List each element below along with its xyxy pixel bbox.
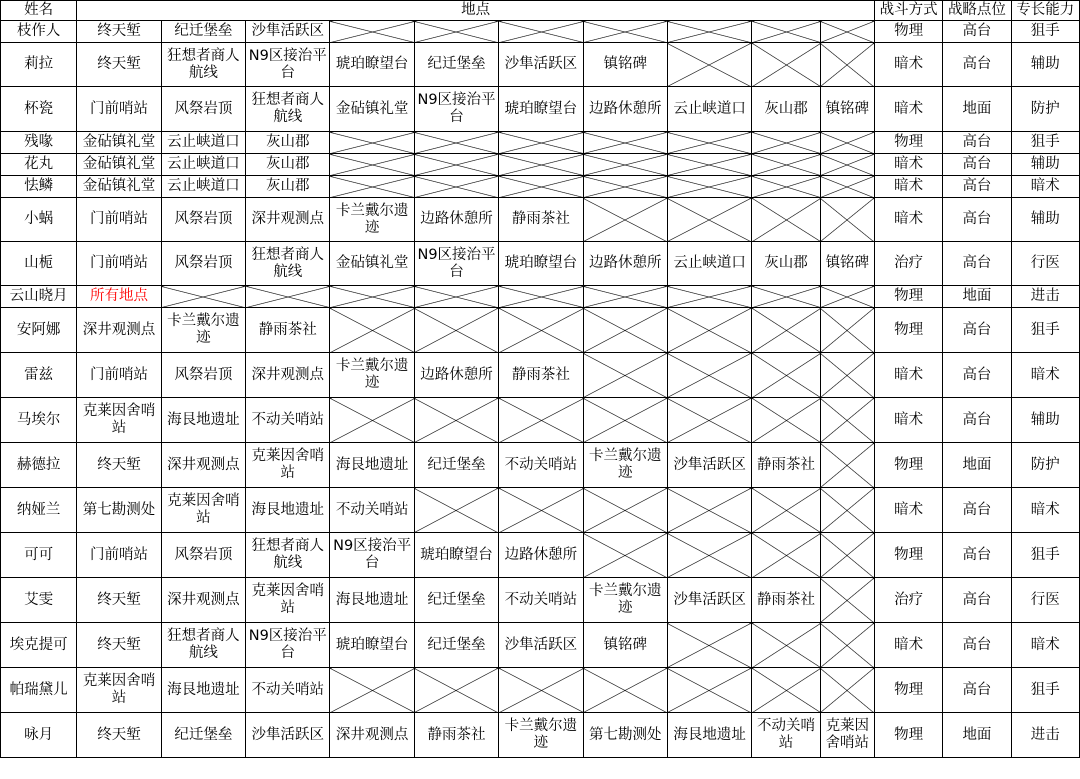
location-cell: 狂想者商人航线 — [246, 87, 330, 132]
strategic-position-cell: 高台 — [943, 154, 1011, 176]
location-cell: 琥珀瞭望台 — [330, 623, 414, 668]
empty-location-cell — [499, 398, 583, 443]
location-cell: 海艮地遗址 — [330, 578, 414, 623]
location-cell: 琥珀瞭望台 — [330, 43, 414, 87]
specialty-cell: 行医 — [1011, 578, 1079, 623]
empty-location-cell — [583, 353, 667, 398]
location-cell: 云止峡道口 — [161, 154, 245, 176]
location-cell: 金砧镇礼堂 — [330, 87, 414, 132]
empty-location-cell — [583, 668, 667, 713]
table-row — [1, 43, 1080, 87]
location-cell: 边路休憩所 — [583, 242, 667, 286]
empty-location-cell — [820, 154, 874, 176]
table-row — [1, 21, 1080, 43]
location-cell: 狂想者商人航线 — [161, 623, 245, 668]
table-row — [1, 578, 1080, 623]
empty-location-cell — [499, 668, 583, 713]
specialty-cell: 进击 — [1011, 286, 1079, 308]
location-cell: 沙隼活跃区 — [499, 623, 583, 668]
strategic-position-cell: 高台 — [943, 43, 1011, 87]
empty-location-cell — [667, 353, 751, 398]
header-locations: 地点 — [77, 1, 875, 21]
empty-location-cell — [820, 286, 874, 308]
location-cell: 门前哨站 — [77, 242, 161, 286]
empty-location-cell — [752, 43, 820, 87]
empty-location-cell — [752, 286, 820, 308]
specialty-cell: 狙手 — [1011, 132, 1079, 154]
empty-location-cell — [583, 154, 667, 176]
header-specialty: 专长能力 — [1011, 1, 1079, 21]
combat-style-cell: 物理 — [875, 132, 943, 154]
combat-style-cell: 治疗 — [875, 578, 943, 623]
location-cell: 云止峡道口 — [161, 176, 245, 198]
location-cell: 深井观测点 — [330, 713, 414, 758]
character-name: 马埃尔 — [1, 398, 77, 443]
empty-location-cell — [414, 488, 498, 533]
location-cell: 不动关哨站 — [499, 443, 583, 488]
location-cell: 卡兰戴尔遗迹 — [583, 443, 667, 488]
combat-style-cell: 暗术 — [875, 488, 943, 533]
strategic-position-cell: 高台 — [943, 308, 1011, 353]
specialty-cell: 进击 — [1011, 713, 1079, 758]
empty-location-cell — [752, 308, 820, 353]
character-name: 纳娅兰 — [1, 488, 77, 533]
combat-style-cell: 暗术 — [875, 154, 943, 176]
empty-location-cell — [667, 43, 751, 87]
location-cell: 纪迁堡垒 — [161, 21, 245, 43]
empty-location-cell — [752, 154, 820, 176]
header-strategic-position: 战略点位 — [943, 1, 1011, 21]
character-name: 残喙 — [1, 132, 77, 154]
empty-location-cell — [752, 21, 820, 43]
empty-location-cell — [330, 668, 414, 713]
empty-location-cell — [820, 21, 874, 43]
strategic-position-cell: 高台 — [943, 198, 1011, 242]
combat-style-cell: 暗术 — [875, 353, 943, 398]
location-cell: 不动关哨站 — [246, 668, 330, 713]
table-row — [1, 154, 1080, 176]
character-name: 小蜗 — [1, 198, 77, 242]
empty-location-cell — [583, 533, 667, 578]
location-cell: 风祭岩顶 — [161, 198, 245, 242]
location-cell: 第七勘测处 — [77, 488, 161, 533]
table-row — [1, 623, 1080, 668]
location-cell: 纪迁堡垒 — [161, 713, 245, 758]
empty-location-cell — [667, 132, 751, 154]
empty-location-cell — [820, 443, 874, 488]
empty-location-cell — [414, 176, 498, 198]
empty-location-cell — [583, 176, 667, 198]
location-cell: 终天堑 — [77, 21, 161, 43]
strategic-position-cell: 高台 — [943, 533, 1011, 578]
empty-location-cell — [499, 154, 583, 176]
empty-location-cell — [752, 533, 820, 578]
location-cell: 金砧镇礼堂 — [77, 132, 161, 154]
character-name: 赫德拉 — [1, 443, 77, 488]
empty-location-cell — [820, 353, 874, 398]
location-cell: 海艮地遗址 — [330, 443, 414, 488]
specialty-cell: 防护 — [1011, 87, 1079, 132]
location-cell: 纪迁堡垒 — [414, 578, 498, 623]
specialty-cell: 暗术 — [1011, 353, 1079, 398]
strategic-position-cell: 高台 — [943, 353, 1011, 398]
character-name: 山栀 — [1, 242, 77, 286]
empty-location-cell — [752, 132, 820, 154]
character-name: 艾雯 — [1, 578, 77, 623]
character-name: 埃克提可 — [1, 623, 77, 668]
table-row — [1, 198, 1080, 242]
combat-style-cell: 暗术 — [875, 43, 943, 87]
location-cell: 门前哨站 — [77, 198, 161, 242]
location-cell: 所有地点 — [77, 286, 161, 308]
empty-location-cell — [667, 154, 751, 176]
location-cell: 琥珀瞭望台 — [499, 242, 583, 286]
specialty-cell: 狙手 — [1011, 668, 1079, 713]
strategic-position-cell: 高台 — [943, 242, 1011, 286]
location-cell: 沙隼活跃区 — [246, 713, 330, 758]
location-cell: 终天堑 — [77, 578, 161, 623]
strategic-position-cell: 高台 — [943, 488, 1011, 533]
location-cell: 海艮地遗址 — [161, 398, 245, 443]
empty-location-cell — [820, 176, 874, 198]
location-cell: 琥珀瞭望台 — [414, 533, 498, 578]
specialty-cell: 狙手 — [1011, 533, 1079, 578]
empty-location-cell — [499, 176, 583, 198]
location-cell: 克莱因舍哨站 — [161, 488, 245, 533]
combat-style-cell: 暗术 — [875, 198, 943, 242]
location-cell: 静雨茶社 — [246, 308, 330, 353]
table-row — [1, 668, 1080, 713]
empty-location-cell — [330, 176, 414, 198]
empty-location-cell — [330, 308, 414, 353]
location-cell: N9区接治平台 — [330, 533, 414, 578]
location-cell: 灰山郡 — [752, 87, 820, 132]
location-cell: 沙隼活跃区 — [667, 578, 751, 623]
location-cell: 终天堑 — [77, 443, 161, 488]
combat-style-cell: 物理 — [875, 668, 943, 713]
location-cell: 镇铭碑 — [820, 242, 874, 286]
combat-style-cell: 物理 — [875, 21, 943, 43]
empty-location-cell — [499, 286, 583, 308]
empty-location-cell — [667, 488, 751, 533]
empty-location-cell — [583, 308, 667, 353]
location-cell: 卡兰戴尔遗迹 — [583, 578, 667, 623]
empty-location-cell — [667, 623, 751, 668]
empty-location-cell — [499, 21, 583, 43]
location-cell: 海艮地遗址 — [246, 488, 330, 533]
empty-location-cell — [667, 533, 751, 578]
location-cell: 静雨茶社 — [752, 578, 820, 623]
empty-location-cell — [752, 198, 820, 242]
empty-location-cell — [752, 176, 820, 198]
combat-style-cell: 暗术 — [875, 398, 943, 443]
empty-location-cell — [667, 286, 751, 308]
character-name: 莉拉 — [1, 43, 77, 87]
specialty-cell: 防护 — [1011, 443, 1079, 488]
empty-location-cell — [414, 398, 498, 443]
location-cell: 第七勘测处 — [583, 713, 667, 758]
location-cell: 镇铭碑 — [820, 87, 874, 132]
empty-location-cell — [414, 21, 498, 43]
table-row — [1, 713, 1080, 758]
location-cell: 风祭岩顶 — [161, 87, 245, 132]
empty-location-cell — [330, 154, 414, 176]
empty-location-cell — [583, 132, 667, 154]
specialty-cell: 狙手 — [1011, 21, 1079, 43]
table-row — [1, 176, 1080, 198]
empty-location-cell — [667, 308, 751, 353]
strategic-position-cell: 地面 — [943, 87, 1011, 132]
location-cell: 深井观测点 — [161, 578, 245, 623]
specialty-cell: 行医 — [1011, 242, 1079, 286]
location-cell: 狂想者商人航线 — [161, 43, 245, 87]
location-cell: 克莱因舍哨站 — [246, 578, 330, 623]
location-cell: 终天堑 — [77, 623, 161, 668]
location-cell: 海艮地遗址 — [161, 668, 245, 713]
location-cell: 纪迁堡垒 — [414, 43, 498, 87]
location-cell: 风祭岩顶 — [161, 353, 245, 398]
location-cell: 云止峡道口 — [667, 242, 751, 286]
location-cell: 沙隼活跃区 — [246, 21, 330, 43]
location-cell: 卡兰戴尔遗迹 — [330, 353, 414, 398]
location-cell: 静雨茶社 — [499, 198, 583, 242]
empty-location-cell — [667, 668, 751, 713]
empty-location-cell — [330, 398, 414, 443]
location-cell: 灰山郡 — [752, 242, 820, 286]
empty-location-cell — [820, 132, 874, 154]
strategic-position-cell: 高台 — [943, 398, 1011, 443]
location-cell: 门前哨站 — [77, 353, 161, 398]
table-row — [1, 308, 1080, 353]
location-cell: 琥珀瞭望台 — [499, 87, 583, 132]
combat-style-cell: 物理 — [875, 713, 943, 758]
empty-location-cell — [752, 668, 820, 713]
header-row — [1, 1, 1080, 21]
header-name: 姓名 — [1, 1, 77, 21]
location-cell: N9区接治平台 — [246, 623, 330, 668]
strategic-position-cell: 高台 — [943, 623, 1011, 668]
strategic-position-cell: 地面 — [943, 713, 1011, 758]
header-combat-style: 战斗方式 — [875, 1, 943, 21]
empty-location-cell — [820, 668, 874, 713]
location-cell: 纪迁堡垒 — [414, 623, 498, 668]
character-name: 怯鳞 — [1, 176, 77, 198]
empty-location-cell — [330, 132, 414, 154]
combat-style-cell: 暗术 — [875, 87, 943, 132]
location-cell: 深井观测点 — [77, 308, 161, 353]
location-cell: 深井观测点 — [246, 353, 330, 398]
empty-location-cell — [161, 286, 245, 308]
specialty-cell: 辅助 — [1011, 43, 1079, 87]
location-cell: 狂想者商人航线 — [246, 242, 330, 286]
location-cell: 海艮地遗址 — [667, 713, 751, 758]
location-cell: 深井观测点 — [161, 443, 245, 488]
character-name: 雷兹 — [1, 353, 77, 398]
location-cell: 云止峡道口 — [161, 132, 245, 154]
location-cell: 风祭岩顶 — [161, 242, 245, 286]
location-cell: 灰山郡 — [246, 154, 330, 176]
location-cell: 云止峡道口 — [667, 87, 751, 132]
specialty-cell: 暗术 — [1011, 488, 1079, 533]
location-cell: 灰山郡 — [246, 132, 330, 154]
empty-location-cell — [414, 286, 498, 308]
table-row — [1, 242, 1080, 286]
location-cell: 纪迁堡垒 — [414, 443, 498, 488]
character-name: 帕瑞黛儿 — [1, 668, 77, 713]
location-cell: 边路休憩所 — [414, 198, 498, 242]
location-cell: 金砧镇礼堂 — [330, 242, 414, 286]
character-name: 安阿娜 — [1, 308, 77, 353]
strategic-position-cell: 高台 — [943, 132, 1011, 154]
combat-style-cell: 物理 — [875, 286, 943, 308]
character-name: 杯瓷 — [1, 87, 77, 132]
character-name: 云山晓月 — [1, 286, 77, 308]
location-cell: 沙隼活跃区 — [667, 443, 751, 488]
empty-location-cell — [246, 286, 330, 308]
location-cell: 不动关哨站 — [499, 578, 583, 623]
location-cell: 沙隼活跃区 — [499, 43, 583, 87]
character-name: 花丸 — [1, 154, 77, 176]
location-cell: 克莱因舍哨站 — [77, 668, 161, 713]
specialty-cell: 暗术 — [1011, 623, 1079, 668]
combat-style-cell: 物理 — [875, 443, 943, 488]
character-name: 可可 — [1, 533, 77, 578]
empty-location-cell — [752, 488, 820, 533]
location-cell: N9区接治平台 — [414, 87, 498, 132]
empty-location-cell — [414, 154, 498, 176]
empty-location-cell — [752, 353, 820, 398]
empty-location-cell — [330, 21, 414, 43]
empty-location-cell — [667, 398, 751, 443]
location-cell: 镇铭碑 — [583, 623, 667, 668]
location-cell: 边路休憩所 — [499, 533, 583, 578]
location-cell: 克莱因舍哨站 — [77, 398, 161, 443]
strategic-position-cell: 高台 — [943, 668, 1011, 713]
location-cell: 金砧镇礼堂 — [77, 154, 161, 176]
table-row — [1, 87, 1080, 132]
location-cell: 终天堑 — [77, 713, 161, 758]
empty-location-cell — [752, 623, 820, 668]
location-cell: 灰山郡 — [246, 176, 330, 198]
empty-location-cell — [583, 198, 667, 242]
table-row — [1, 353, 1080, 398]
empty-location-cell — [583, 286, 667, 308]
empty-location-cell — [820, 198, 874, 242]
empty-location-cell — [583, 21, 667, 43]
combat-style-cell: 物理 — [875, 533, 943, 578]
empty-location-cell — [667, 21, 751, 43]
table-row — [1, 488, 1080, 533]
strategic-position-cell: 地面 — [943, 443, 1011, 488]
location-cell: 终天堑 — [77, 43, 161, 87]
location-cell: 边路休憩所 — [414, 353, 498, 398]
strategic-position-cell: 高台 — [943, 578, 1011, 623]
specialty-cell: 狙手 — [1011, 308, 1079, 353]
specialty-cell: 辅助 — [1011, 198, 1079, 242]
empty-location-cell — [583, 398, 667, 443]
location-cell: 门前哨站 — [77, 87, 161, 132]
empty-location-cell — [820, 43, 874, 87]
location-cell: 卡兰戴尔遗迹 — [161, 308, 245, 353]
location-cell: 不动关哨站 — [330, 488, 414, 533]
empty-location-cell — [820, 488, 874, 533]
empty-location-cell — [499, 132, 583, 154]
empty-location-cell — [667, 198, 751, 242]
table-row — [1, 398, 1080, 443]
empty-location-cell — [499, 488, 583, 533]
location-cell: N9区接治平台 — [246, 43, 330, 87]
location-cell: 金砧镇礼堂 — [77, 176, 161, 198]
table-row — [1, 533, 1080, 578]
combat-style-cell: 物理 — [875, 308, 943, 353]
specialty-cell: 辅助 — [1011, 398, 1079, 443]
combat-style-cell: 暗术 — [875, 176, 943, 198]
character-name: 枝作人 — [1, 21, 77, 43]
location-cell: 静雨茶社 — [414, 713, 498, 758]
location-cell: 门前哨站 — [77, 533, 161, 578]
empty-location-cell — [820, 398, 874, 443]
table-row — [1, 443, 1080, 488]
empty-location-cell — [820, 308, 874, 353]
empty-location-cell — [820, 533, 874, 578]
location-cell: 狂想者商人航线 — [246, 533, 330, 578]
table-row — [1, 132, 1080, 154]
table-row — [1, 286, 1080, 308]
strategic-position-cell: 地面 — [943, 286, 1011, 308]
combat-style-cell: 暗术 — [875, 623, 943, 668]
location-cell: 静雨茶社 — [499, 353, 583, 398]
character-name: 咏月 — [1, 713, 77, 758]
strategic-position-cell: 高台 — [943, 176, 1011, 198]
empty-location-cell — [667, 176, 751, 198]
location-cell: 镇铭碑 — [583, 43, 667, 87]
empty-location-cell — [330, 286, 414, 308]
empty-location-cell — [414, 132, 498, 154]
empty-location-cell — [583, 488, 667, 533]
empty-location-cell — [820, 623, 874, 668]
empty-location-cell — [499, 308, 583, 353]
location-cell: 边路休憩所 — [583, 87, 667, 132]
location-cell: N9区接治平台 — [414, 242, 498, 286]
strategic-position-cell: 高台 — [943, 21, 1011, 43]
empty-location-cell — [414, 668, 498, 713]
empty-location-cell — [820, 578, 874, 623]
combat-style-cell: 治疗 — [875, 242, 943, 286]
location-cell: 克莱因舍哨站 — [820, 713, 874, 758]
location-cell: 不动关哨站 — [246, 398, 330, 443]
empty-location-cell — [414, 308, 498, 353]
empty-location-cell — [752, 398, 820, 443]
location-cell: 克莱因舍哨站 — [246, 443, 330, 488]
location-cell: 风祭岩顶 — [161, 533, 245, 578]
location-cell: 深井观测点 — [246, 198, 330, 242]
specialty-cell: 暗术 — [1011, 176, 1079, 198]
location-cell: 不动关哨站 — [752, 713, 820, 758]
location-cell: 卡兰戴尔遗迹 — [330, 198, 414, 242]
location-cell: 静雨茶社 — [752, 443, 820, 488]
specialty-cell: 辅助 — [1011, 154, 1079, 176]
location-cell: 卡兰戴尔遗迹 — [499, 713, 583, 758]
